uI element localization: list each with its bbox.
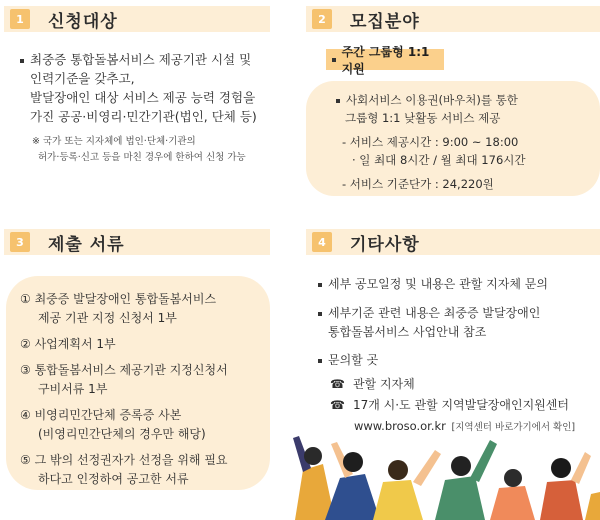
list-item-cont: 발달장애인 대상 서비스 제공 능력 경험을 [30,90,256,105]
list-item-cont: 인력기준을 갖추고, [30,71,135,86]
section-number-badge: 3 [10,232,30,252]
section-number-badge: 4 [312,232,332,252]
section-3-header [4,229,270,255]
section-2-header [306,6,600,32]
list-item-cont: 그룹형 1:1 낮활동 서비스 제공 [345,111,501,125]
list-item: 세부 공모일정 및 내용은 관할 지자체 문의 [318,275,548,293]
document-item: ② 사업계획서 1부 [20,337,116,351]
section-4-header [306,229,600,255]
contact-row [330,375,415,393]
section-title: 기타사항 [350,234,420,255]
section-number-badge: 1 [10,9,30,29]
section-title: 모집분야 [350,11,420,32]
document-item: ③ 통합돌봄서비스 제공기관 지정신청서 [20,363,228,377]
document-item-cont: (비영리민간단체의 경우만 해당) [38,427,206,441]
website-link[interactable]: www.broso.or.kr [354,419,446,433]
bullet-icon [20,59,24,63]
list-item-cont: 통합돌봄서비스 사업안내 참조 [328,325,487,339]
list-item: 최중증 통합돌봄서비스 제공기관 시설 및 [20,51,251,69]
document-item: ⑤ 그 밖의 선정권자가 선정을 위해 필요 [20,453,228,467]
service-limit: · 일 최대 8시간 / 월 최대 176시간 [352,153,526,167]
contact-row [330,396,569,414]
bullet-icon [332,58,336,62]
section-1-header [4,6,270,32]
document-item-cont: 구비서류 1부 [38,382,108,396]
note-text: 허가·등록·신고 등을 마친 경우에 한하여 신청 가능 [38,152,246,163]
document-item: ① 최중증 발달장애인 통합돌봄서비스 [20,292,217,306]
bullet-icon [318,359,322,363]
list-item: 문의할 곳 [318,351,378,369]
phone-icon: ☎ [330,377,345,391]
service-price: - 서비스 기준단가 : 24,220원 [342,177,494,191]
document-item-cont: 하다고 인정하여 공고한 서류 [38,472,189,486]
document-item: ④ 비영리민간단체 증록증 사본 [20,408,182,422]
cheering-people-illustration [285,430,600,520]
section-number-badge: 2 [312,9,332,29]
list-item: 사회서비스 이용권(바우처)를 통한 [336,91,518,109]
contact-local-gov: 관할 지자체 [352,377,415,391]
highlight-bar [326,44,444,76]
bullet-icon [336,99,340,103]
service-hours: - 서비스 제공시간 : 9:00 ~ 18:00 [342,135,519,149]
list-item-cont: 가진 공공·비영리·민간기관(법인, 단체 등) [30,109,257,124]
bullet-icon [318,283,322,287]
highlight-label: 주간 그룹형 1:1 지원 [341,44,430,76]
contact-center: 17개 시·도 관할 지역발달장애인지원센터 [352,398,569,412]
note-text: ※ 국가 또는 지자체에 법인·단체·기관의 [32,136,196,147]
document-item-cont: 제공 기관 지정 신청서 1부 [38,311,177,325]
section-title: 제출 서류 [48,234,125,255]
list-item: 세부기준 관련 내용은 최중증 발달장애인 [318,304,540,322]
phone-icon: ☎ [330,398,345,412]
section-title: 신청대상 [48,11,118,32]
url-note: [지역센터 바로가기에서 확인] [451,422,576,433]
bullet-icon [318,312,322,316]
